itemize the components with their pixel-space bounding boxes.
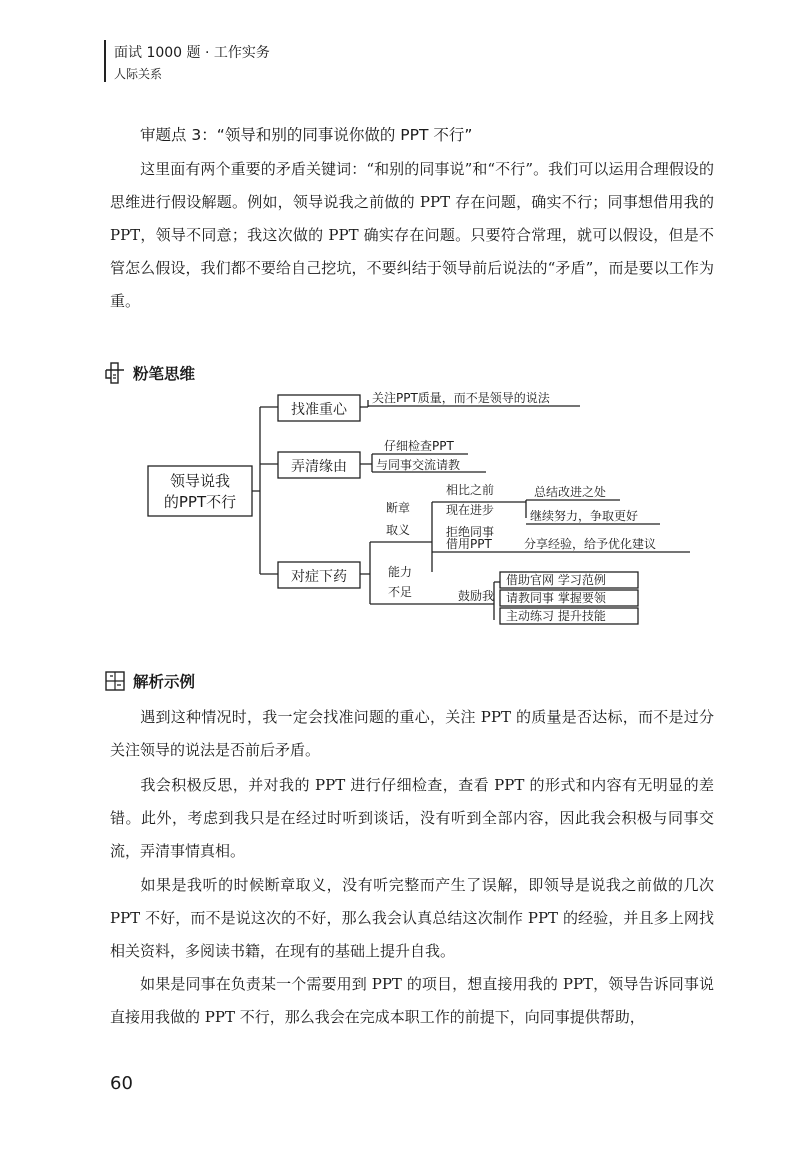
paragraph — [110, 701, 714, 767]
mindmap-gl-leaf3: 主动练习 提升技能 — [506, 609, 606, 623]
intro-paragraph — [110, 153, 714, 318]
paragraph-text: 我会积极反思，并对我的 PPT 进行仔细检查，查看 PPT 的形式和内容有无明显的差错。此外，考虑到我只是在经过时听到谈话，没有听到全部内容，因此我会积极与同事交流，弄清事情真相。 — [110, 776, 714, 860]
paragraph-text: 如果是我听的时候断章取义，没有听完整而产生了误解，即领导是说我之前做的几次 PPT 不好，而不是说这次的不好，那么我会认真总结这次制作 PPT 的经验，并且多上网找相关资料，多阅读书籍，在现有的基础上提升自我。 — [110, 876, 714, 960]
mindmap-gl: 鼓励我 — [458, 589, 495, 603]
mindmap-gl-leaf1: 借助官网 学习范例 — [506, 573, 606, 587]
mindmap-xb-leaf2: 继续努力，争取更好 — [530, 509, 639, 523]
section-heading-analysis — [105, 670, 195, 692]
mindmap-nl-line2: 不足 — [388, 585, 413, 599]
mindmap-xb-leaf1: 总结改进之处 — [534, 485, 607, 499]
section-title: 解析示例 — [133, 673, 196, 691]
mindmap-dz-line2: 取义 — [386, 523, 411, 537]
section-title: 粉笔思维 — [133, 365, 196, 383]
paragraph-text: 遇到这种情况时，我一定会找准问题的重心，关注 PPT 的质量是否达标，而不是过分关注领导的说法是否前后矛盾。 — [110, 708, 714, 759]
book-icon — [105, 362, 125, 384]
mindmap-jj-leaf: 分享经验，给予优化建议 — [524, 537, 657, 551]
running-header-subtitle: 人际关系 — [114, 67, 163, 81]
mindmap-gl-leaf2: 请教同事 掌握要领 — [506, 591, 606, 605]
mindmap-root-line1: 领导说我 — [169, 472, 231, 490]
mindmap-nl-line1: 能力 — [388, 565, 413, 579]
mindmap-branch-2: 弄清缘由 — [291, 459, 347, 475]
mindmap-xb-line1: 相比之前 — [446, 483, 495, 497]
mindmap-jj-line2: 借用PPT — [446, 537, 492, 551]
header-rule — [104, 40, 106, 82]
mindmap-root-line2: 的PPT不行 — [163, 493, 237, 511]
page-number: 60 — [110, 1073, 133, 1094]
mindmap-branch-1: 找准重心 — [291, 402, 347, 418]
paragraph — [110, 869, 714, 968]
paragraph — [110, 968, 714, 1034]
intro-paragraph-text: 这里面有两个重要的矛盾关键词：“和别的同事说”和“不行”。我们可以运用合理假设的思维进行假设解题。例如，领导说我之前做的 PPT 存在问题，确实不行；同事想借用我的 PPT，领导不同意；我这次做的 PPT 确实存在问题。只要符合常理，就可以假设，但是不管怎么假设，我们都不要给自己挖坑，不要纠结于领导前后说法的“矛盾”，而是要以工作为重。 — [110, 160, 714, 310]
mindmap-jj-line1: 拒绝同事 — [446, 525, 495, 539]
running-header-title: 面试 1000 题 · 工作实务 — [114, 45, 270, 61]
review-point-heading: 审题点 3：“领导和别的同事说你做的 PPT 不行” — [140, 126, 473, 144]
mindmap-xb-line2: 现在进步 — [446, 503, 495, 517]
paragraph — [110, 769, 714, 868]
paragraph-text: 如果是同事在负责某一个需要用到 PPT 的项目，想直接用我的 PPT，领导告诉同事说直接用我做的 PPT 不行，那么我会在完成本职工作的前提下，向同事提供帮助， — [110, 975, 714, 1026]
section-heading-thinking — [105, 362, 195, 384]
mindmap-b2-leaf2: 与同事交流请教 — [376, 458, 461, 472]
mind-map — [140, 382, 700, 634]
mindmap-b1-leaf: 关注PPT质量，而不是领导的说法 — [372, 391, 550, 405]
mindmap-b2-leaf1: 仔细检查PPT — [384, 439, 454, 453]
mindmap-branch-3: 对症下药 — [291, 569, 347, 585]
grid-icon — [105, 671, 125, 691]
mindmap-dz-line1: 断章 — [386, 501, 411, 515]
